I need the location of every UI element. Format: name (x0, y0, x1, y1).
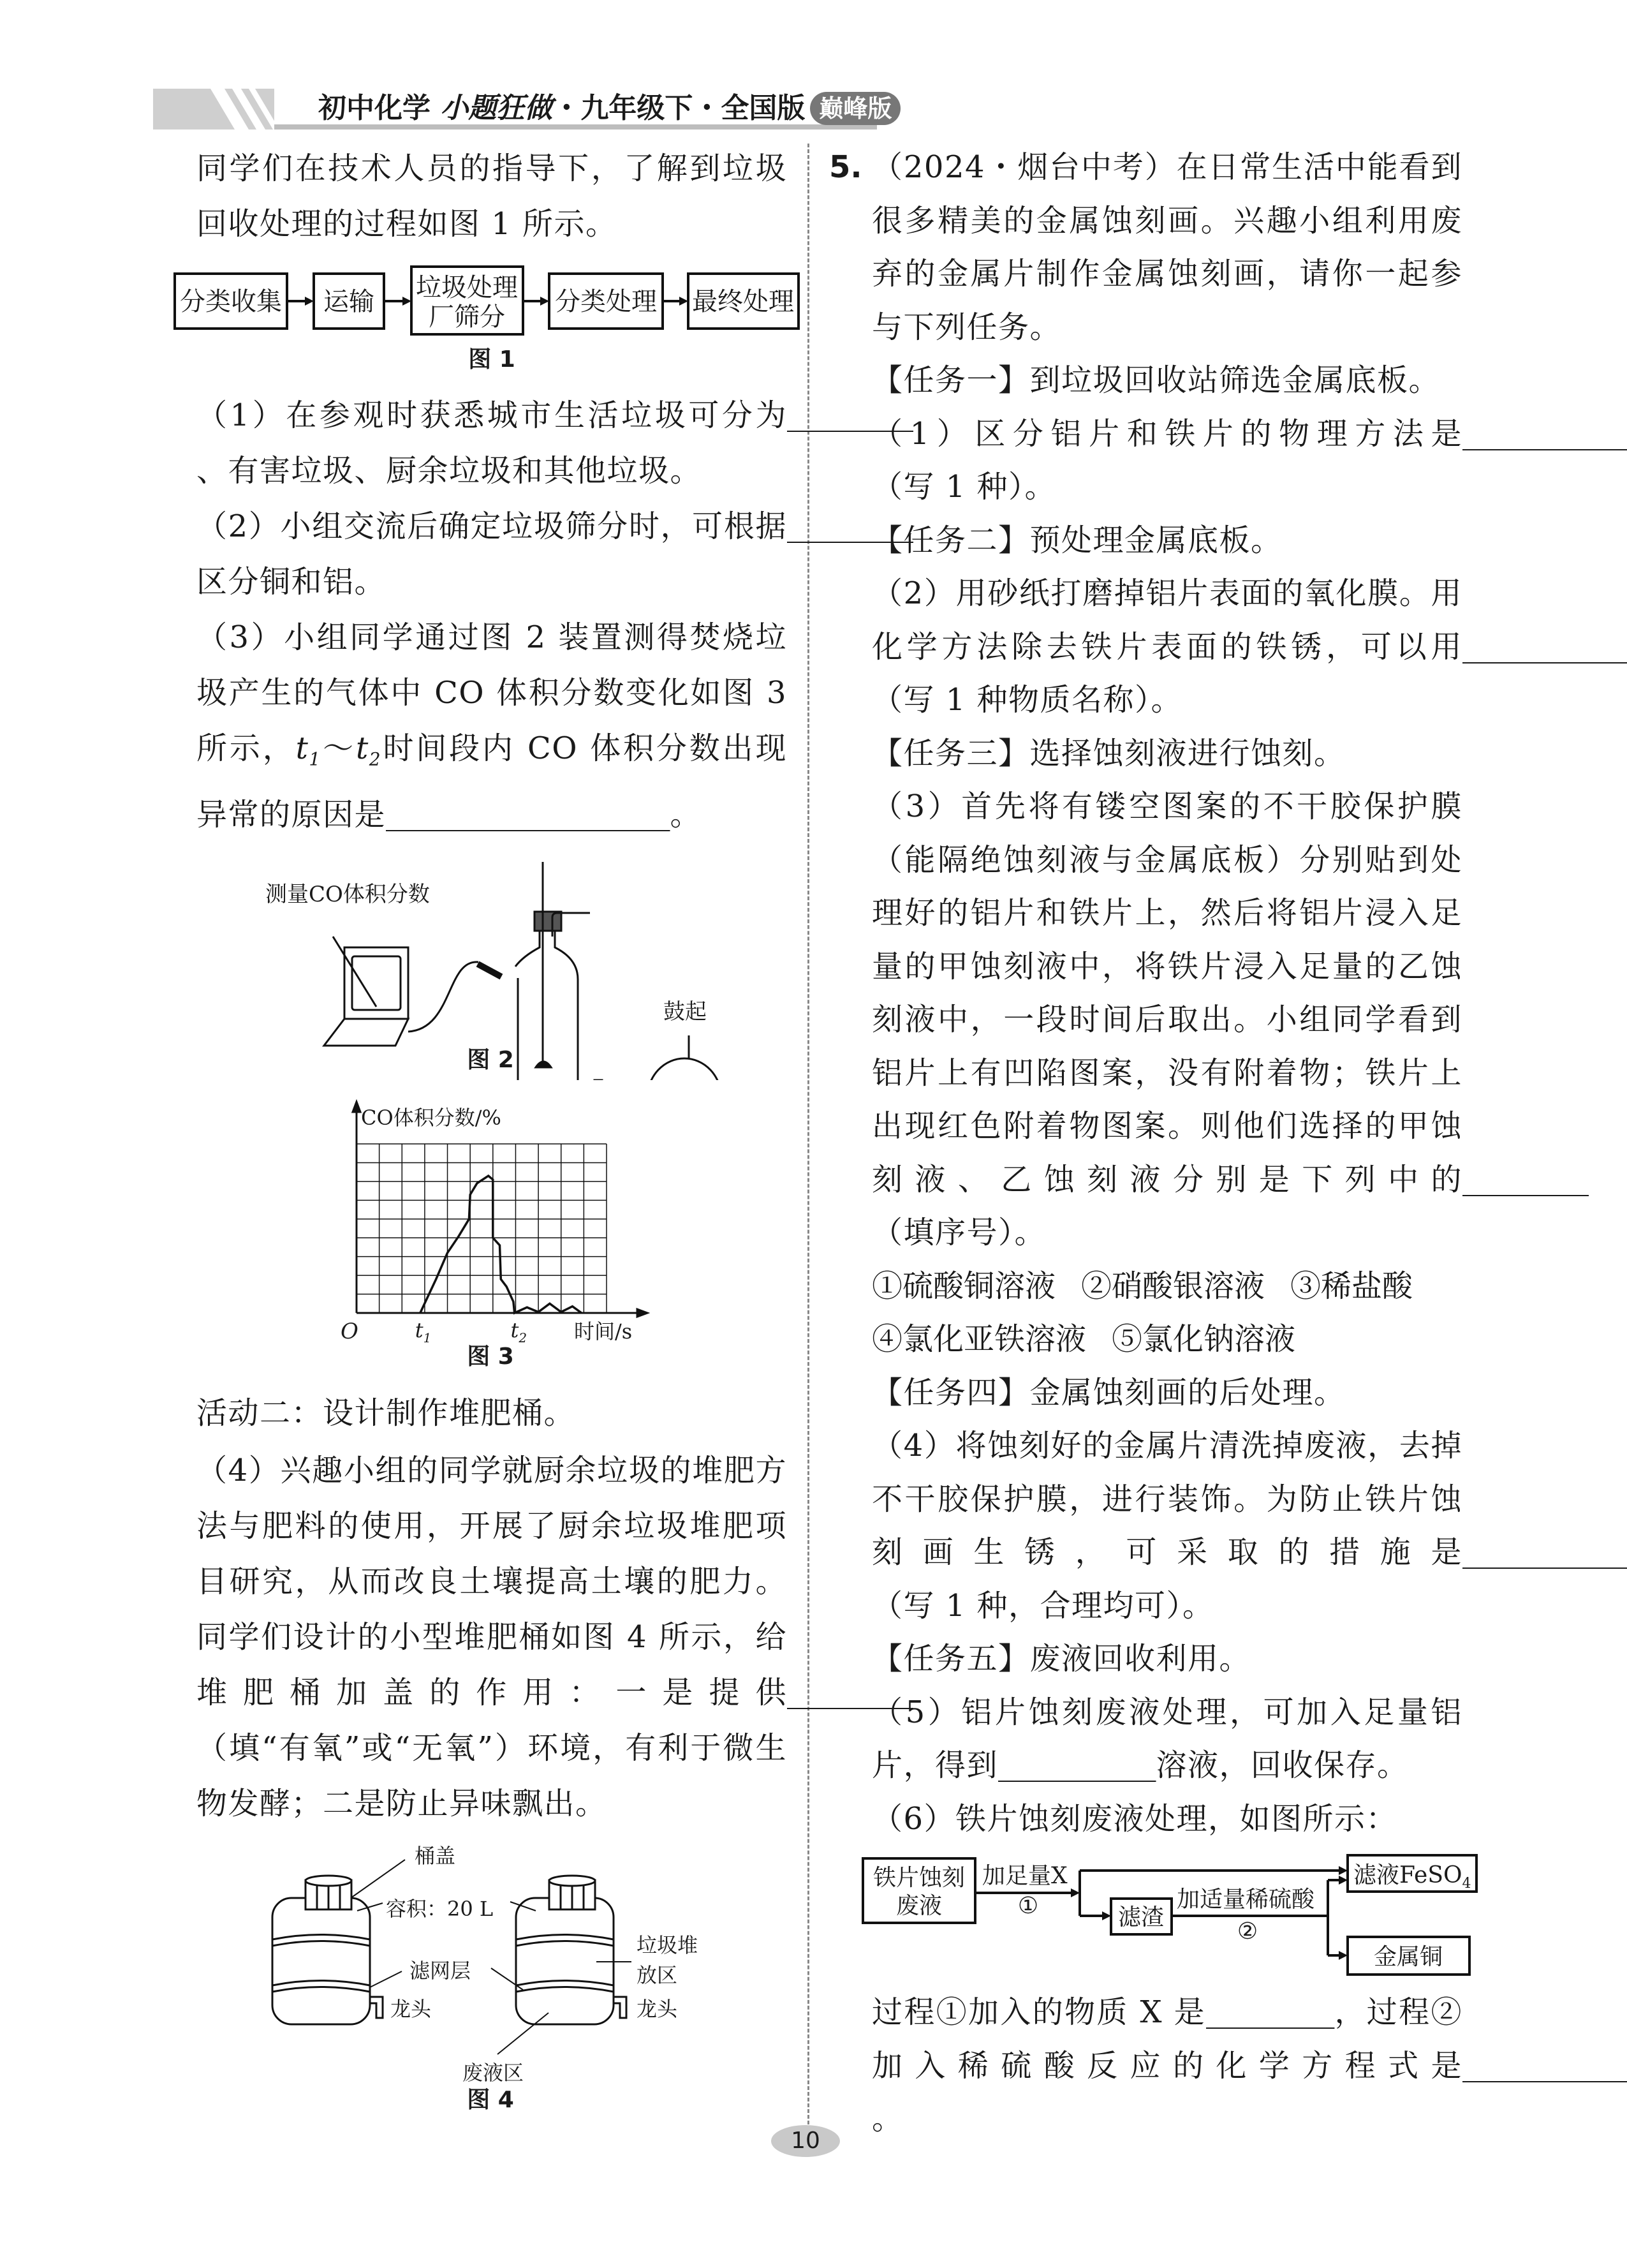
q5-part-4 (872, 1419, 1462, 1633)
text-segment: 【任务一】到垃圾回收站筛选金属底板。 (872, 362, 1441, 398)
question-5-stem (872, 141, 1462, 354)
right-column (872, 141, 1471, 2146)
answer-blank (1462, 1534, 1627, 1570)
text-segment: 【任务二】预处理金属底板。 (872, 522, 1283, 558)
text-segment: （写 1 种物质名称）。 (872, 682, 1183, 718)
flow-label: 垃圾处理 (416, 273, 518, 302)
option-4: ④氯化亚铁溶液 (872, 1321, 1087, 1357)
flow-label-copper: 金属铜 (1373, 1944, 1443, 1970)
answer-blank (1462, 629, 1627, 665)
question-4 (196, 1443, 787, 1832)
text-segment: （3）首先将有镂空图案的不干胶保护膜（能隔绝蚀刻液与金属底板）分别贴到处理好的铝片和铁片上，然后将铝片浸入足量的甲蚀刻液中，将铁片浸入足量的乙蚀刻液中，一段时间后取出。小组同学看到铝片上有凹陷图案，没有附着物；铁片上出现红色附着物图案。则他们选择的甲蚀刻液、乙蚀刻液分别是下列中的 (872, 789, 1462, 1197)
figure-4-compost-bins (255, 1834, 740, 2115)
brand-logo-text: 小题狂做 (440, 92, 553, 124)
answer-blank (1206, 1994, 1334, 2030)
figure-caption: 图 3 (467, 1343, 514, 1370)
x-tick-t2: $t_2$ (510, 1317, 527, 1345)
text-segment: （4）将蚀刻好的金属片清洗掉废液，去掉不干胶保护膜，进行装饰。为防止铁片蚀刻画生锈，可采取的措施是 (872, 1428, 1462, 1570)
text-segment: （写 1 种，合理均可）。 (872, 1587, 1214, 1624)
origin-label: O (341, 1318, 358, 1344)
text-segment: （填序号）。 (872, 1215, 1047, 1250)
text-segment: 同学们在技术人员的指导下，了解到垃圾回收处理的过程如图 1 所示。 (196, 151, 787, 242)
text-segment: 时间段内 CO 体积分数出现异常的原因是 (196, 730, 787, 833)
flow-label: 分类收集 (180, 287, 282, 316)
edition-badge: 巅峰版 (810, 92, 901, 125)
text-segment: （2）用砂纸打磨掉铝片表面的氧化膜。用化学方法除去铁片表面的铁锈，可以用 (872, 575, 1462, 665)
options-row-2 (872, 1313, 1462, 1367)
label-lid: 桶盖 (415, 1843, 456, 1868)
option-3: ③稀盐酸 (1290, 1268, 1413, 1304)
text-segment: （2024・烟台中考）在日常生活中能看到很多精美的金属蚀刻画。兴趣小组利用废弃的金属片制作金属蚀刻画，请你一起参与下列任务。 (872, 149, 1462, 345)
figure-1-flowchart (172, 262, 810, 376)
answer-blank (386, 797, 670, 833)
flow-step-1-number: ① (1017, 1893, 1039, 1919)
figure-3-co-chart (319, 1093, 676, 1374)
text-segment: 【任务三】选择蚀刻液进行蚀刻。 (872, 735, 1346, 771)
flow-label-start-2: 废液 (895, 1893, 943, 1919)
figure-caption: 图 2 (467, 1046, 514, 1073)
flow-step-2-number: ② (1237, 1918, 1258, 1945)
flow-step-2-label: 加适量稀硫酸 (1177, 1886, 1315, 1913)
x-axis-arrow (637, 1309, 647, 1317)
text-segment: 溶液，回收保存。 (1156, 1747, 1409, 1783)
flow-step-1-label: 加足量X (982, 1863, 1068, 1889)
activity-2-heading (196, 1386, 787, 1441)
sensor-cable (408, 961, 478, 1031)
options-row-1 (872, 1260, 1462, 1314)
intro-paragraph (196, 141, 787, 252)
task-1-heading (872, 354, 1462, 408)
answer-blank (1462, 1162, 1589, 1197)
label-waste-pile-2: 放区 (637, 1962, 678, 1987)
book-title (318, 91, 805, 126)
x-axis-label: 时间/s (574, 1319, 633, 1344)
answer-blank (1462, 416, 1627, 452)
task-3-heading (872, 727, 1462, 781)
text-segment: 【任务五】废液回收利用。 (872, 1641, 1251, 1677)
flow-label: 分类处理 (555, 287, 657, 316)
text-segment: ～ (321, 730, 356, 766)
option-1: ①硫酸铜溶液 (872, 1268, 1056, 1304)
question-2 (196, 499, 787, 610)
question-3 (196, 610, 787, 843)
text-segment: 、有害垃圾、厨余垃圾和其他垃圾。 (196, 453, 702, 489)
question-number: 5. (829, 149, 862, 185)
page-number: 10 (771, 2125, 840, 2157)
option-2: ②硝酸银溶液 (1081, 1268, 1265, 1304)
text-segment: 。 (670, 796, 702, 833)
answer-blank (998, 1747, 1156, 1783)
task-5-heading (872, 1633, 1462, 1686)
flow-label-start: 铁片蚀刻 (872, 1865, 966, 1891)
task-2-heading (872, 514, 1462, 568)
text-segment: （6）铁片蚀刻废液处理，如图所示： (872, 1800, 1398, 1837)
laptop-icon (344, 947, 408, 1019)
text-segment: 过程①加入的物质 X 是 (872, 1994, 1207, 2030)
balloon (647, 1058, 721, 1080)
figure-2-apparatus (242, 850, 753, 1080)
text-segment: （1）区分铝片和铁片的物理方法是 (872, 415, 1462, 452)
label-waste-pile: 垃圾堆 (637, 1932, 698, 1957)
label-filter-layer: 滤网层 (409, 1958, 471, 1983)
text-segment: 。 (872, 2101, 904, 2137)
left-column (180, 141, 794, 2115)
q5-part-6-question (872, 1986, 1462, 2146)
text-segment: （4）兴趣小组的同学就厨余垃圾的堆肥方法与肥料的使用，开展了厨余垃圾堆肥项目研究，从而改良土壤提高土壤的肥力。同学们设计的小型堆肥桶如图 4 所示，给堆肥桶加盖的作用：一是提供 (196, 1452, 787, 1710)
text-segment: ，过程②加入稀硫酸反应的化学方程式是 (872, 1994, 1462, 2084)
time-variable: $t_1$ (295, 730, 321, 770)
label-balloon-inflated: 鼓起 (663, 998, 707, 1025)
figure-caption: 图 4 (467, 2086, 514, 2113)
task-4-heading (872, 1367, 1462, 1420)
text-segment: （2）小组交流后确定垃圾筛分时，可根据 (196, 508, 787, 544)
flow-label: 厂筛分 (429, 302, 505, 332)
flow-label: 运输 (323, 287, 374, 316)
co-series-line (420, 1176, 582, 1313)
label-measure-co: 测量CO体积分数 (265, 881, 430, 907)
header-row (318, 91, 901, 126)
compost-bin-right (516, 1876, 626, 2024)
compost-bin-left (272, 1876, 383, 2024)
column-divider (807, 144, 809, 2124)
text-segment: （3）小组同学通过图 2 装置测得焚烧垃圾产生的气体中 CO 体积分数变化如图 3 所示， (196, 619, 787, 766)
title-subject: 初中化学 (318, 92, 431, 124)
option-5: ⑤氯化钠溶液 (1112, 1321, 1296, 1357)
q5-part-5 (872, 1686, 1462, 1793)
x-tick-t1: $t_1$ (415, 1317, 432, 1345)
time-variable: $t_2$ (355, 730, 382, 770)
chart-grid (357, 1144, 607, 1313)
y-axis-label: CO体积分数/% (361, 1105, 501, 1130)
text-segment: 区分铜和铝。 (196, 564, 387, 600)
flow-label-residue: 滤渣 (1117, 1904, 1165, 1931)
flow-label: 最终处理 (692, 287, 794, 316)
answer-blank (1462, 2048, 1627, 2084)
iron-waste-flowchart (855, 1848, 1486, 1982)
label-tap-left: 龙头 (390, 1996, 432, 2021)
q5-part-2 (872, 567, 1462, 727)
text-segment: （1）在参观时获悉城市生活垃圾可分为 (196, 397, 787, 433)
q5-part-1 (872, 408, 1462, 514)
q5-part-3 (872, 780, 1462, 1260)
text-segment: （写 1 种）。 (872, 469, 1057, 505)
text-segment: （填“有氧”或“无氧”）环境，有利于微生物发酵；二是防止异味飘出。 (196, 1730, 787, 1821)
text-segment: （5）铝片蚀刻废液处理，可加入足量铝片，得到 (872, 1694, 1462, 1783)
question-1 (196, 388, 787, 499)
text-segment: 活动二：设计制作堆肥桶。 (196, 1395, 576, 1431)
y-axis-arrow (353, 1102, 360, 1112)
q5-part-6 (872, 1793, 1462, 1846)
label-waste-liquid: 废液区 (462, 2060, 524, 2085)
text-segment: 【任务四】金属蚀刻画的后处理。 (872, 1374, 1346, 1411)
gas-bottle (515, 927, 578, 1080)
figure-caption: 图 1 (468, 346, 515, 373)
title-grade: ・九年级下・全国版 (552, 92, 806, 124)
flow-label-filtrate: 滤液FeSO$_4$ (1353, 1862, 1471, 1892)
label-tap-right: 龙头 (637, 1996, 678, 2021)
label-volume: 容积：20 L (386, 1896, 494, 1921)
